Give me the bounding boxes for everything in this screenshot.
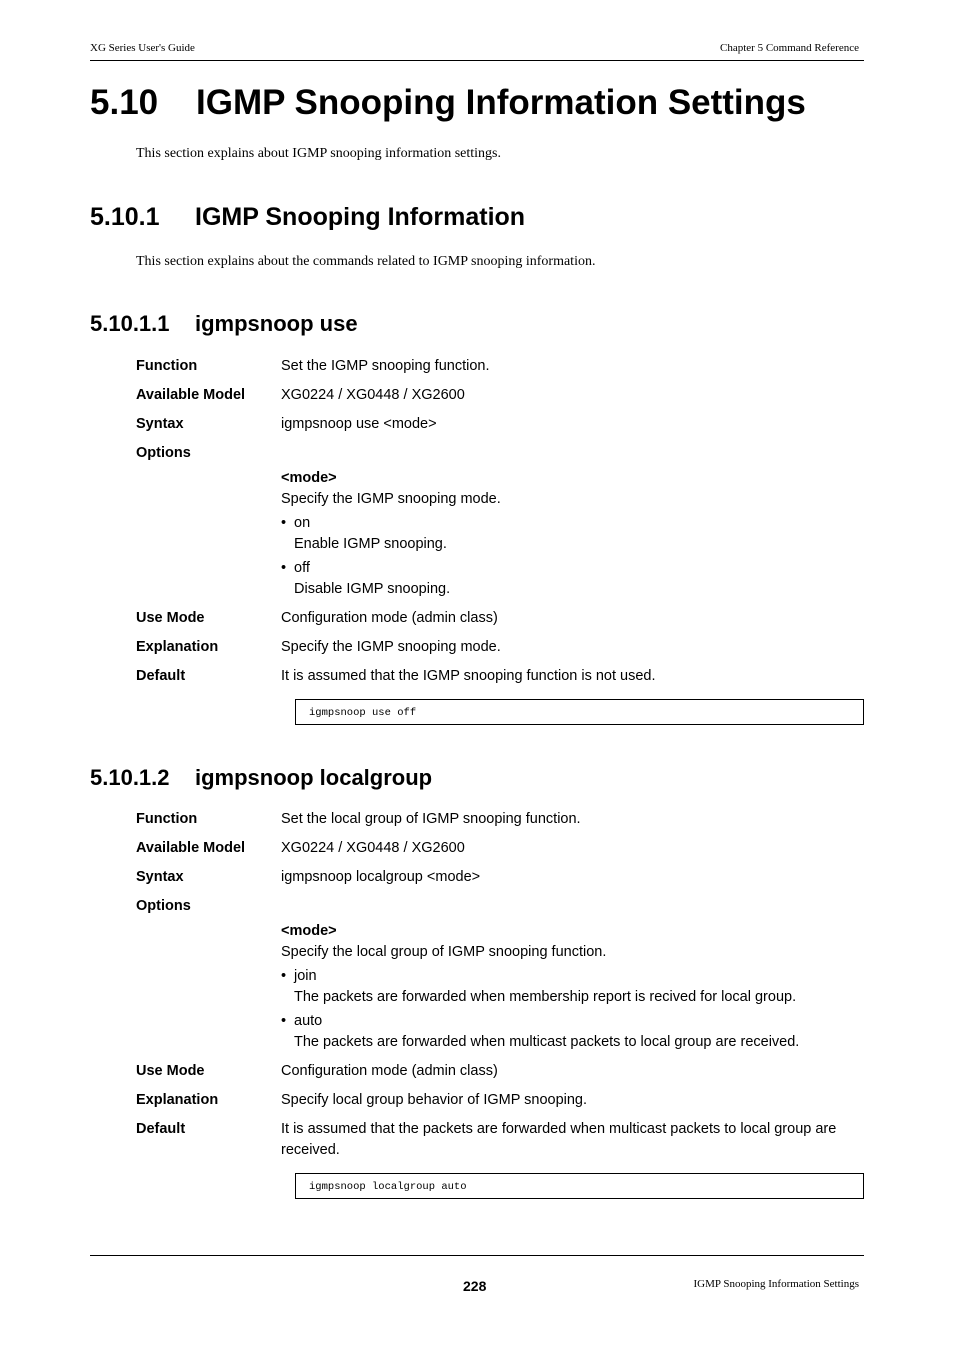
command-title: igmpsnoop localgroup — [195, 765, 433, 790]
command-heading — [90, 311, 358, 337]
option-value: off — [294, 560, 310, 576]
bullet-icon: • — [281, 515, 287, 531]
explanation-value: Specify local group behavior of IGMP snooping. — [281, 1092, 588, 1108]
options-row — [136, 896, 864, 917]
option-name: <mode> — [281, 470, 337, 486]
explanation-row — [136, 1090, 864, 1111]
page-number: 228 — [463, 1278, 487, 1294]
subsection-number: 5.10.1 — [90, 203, 160, 231]
running-footer-right: IGMP Snooping Information Settings — [693, 1278, 859, 1290]
header-divider — [90, 60, 864, 61]
use-mode-label: Use Mode — [136, 1063, 205, 1079]
bullet-icon: • — [281, 968, 287, 984]
syntax-value: igmpsnoop use <mode> — [281, 416, 437, 432]
bullet-icon: • — [281, 1013, 287, 1029]
command-title: igmpsnoop use — [195, 311, 358, 336]
function-row — [136, 809, 864, 830]
option-description: Specify the IGMP snooping mode. — [281, 491, 501, 507]
bullet-icon: • — [281, 560, 287, 576]
section-title: IGMP Snooping Information Settings — [196, 83, 806, 122]
use-mode-row — [136, 608, 864, 629]
function-label: Function — [136, 358, 198, 374]
option-value-description: The packets are forwarded when membership report is recived for local group. — [294, 989, 797, 1005]
default-value: It is assumed that the IGMP snooping function is not used. — [281, 668, 656, 684]
section-intro: This section explains about IGMP snooping information settings. — [136, 146, 502, 161]
explanation-row — [136, 637, 864, 658]
default-value: It is assumed that the packets are forwarded when multicast packets to local group are received. — [281, 1121, 837, 1158]
explanation-label: Explanation — [136, 1092, 219, 1108]
footer-divider — [90, 1255, 864, 1256]
options-label: Options — [136, 445, 191, 461]
subsection-intro: This section explains about the commands related to IGMP snooping information. — [136, 254, 596, 269]
syntax-label: Syntax — [136, 869, 184, 885]
command-number: 5.10.1.2 — [90, 765, 170, 790]
running-header-left: XG Series User's Guide — [90, 42, 195, 54]
use-mode-value: Configuration mode (admin class) — [281, 1063, 498, 1079]
model-value: XG0224 / XG0448 / XG2600 — [281, 387, 465, 403]
model-row — [136, 838, 864, 859]
syntax-row — [136, 414, 864, 435]
model-label: Available Model — [136, 387, 246, 403]
option-value-item — [281, 966, 864, 1008]
model-row — [136, 385, 864, 406]
syntax-row — [136, 867, 864, 888]
option-value-item — [281, 558, 864, 600]
syntax-label: Syntax — [136, 416, 184, 432]
default-code-example: igmpsnoop localgroup auto — [295, 1173, 864, 1199]
default-label: Default — [136, 668, 186, 684]
explanation-label: Explanation — [136, 639, 219, 655]
subsection-title: IGMP Snooping Information — [195, 203, 526, 231]
function-value: Set the local group of IGMP snooping function. — [281, 811, 581, 827]
use-mode-row — [136, 1061, 864, 1082]
function-label: Function — [136, 811, 198, 827]
command-definition-list — [136, 356, 864, 695]
option-description: Specify the local group of IGMP snooping function. — [281, 944, 607, 960]
option-value-item — [281, 1011, 864, 1053]
function-row — [136, 356, 864, 377]
command-number: 5.10.1.1 — [90, 311, 170, 336]
use-mode-value: Configuration mode (admin class) — [281, 610, 498, 626]
use-mode-label: Use Mode — [136, 610, 205, 626]
option-value-item — [281, 513, 864, 555]
option-value: auto — [294, 1013, 323, 1029]
default-label: Default — [136, 1121, 186, 1137]
command-definition-list — [136, 809, 864, 1169]
option-value-description: Enable IGMP snooping. — [294, 536, 447, 552]
section-heading — [90, 83, 806, 123]
function-value: Set the IGMP snooping function. — [281, 358, 490, 374]
default-code-example: igmpsnoop use off — [295, 699, 864, 725]
subsection-heading — [90, 203, 525, 232]
options-label: Options — [136, 898, 191, 914]
model-label: Available Model — [136, 840, 246, 856]
model-value: XG0224 / XG0448 / XG2600 — [281, 840, 465, 856]
syntax-value: igmpsnoop localgroup <mode> — [281, 869, 481, 885]
option-value: on — [294, 515, 311, 531]
options-detail-row — [136, 466, 864, 600]
default-row — [136, 1119, 864, 1161]
option-value: join — [294, 968, 317, 984]
running-header-right: Chapter 5 Command Reference — [720, 42, 859, 54]
options-row — [136, 443, 864, 464]
command-heading — [90, 765, 432, 791]
option-name: <mode> — [281, 923, 337, 939]
option-value-description: The packets are forwarded when multicast packets to local group are received. — [294, 1034, 800, 1050]
explanation-value: Specify the IGMP snooping mode. — [281, 639, 501, 655]
option-value-description: Disable IGMP snooping. — [294, 581, 451, 597]
options-detail-row — [136, 919, 864, 1053]
default-row — [136, 666, 864, 687]
section-number: 5.10 — [90, 83, 159, 122]
